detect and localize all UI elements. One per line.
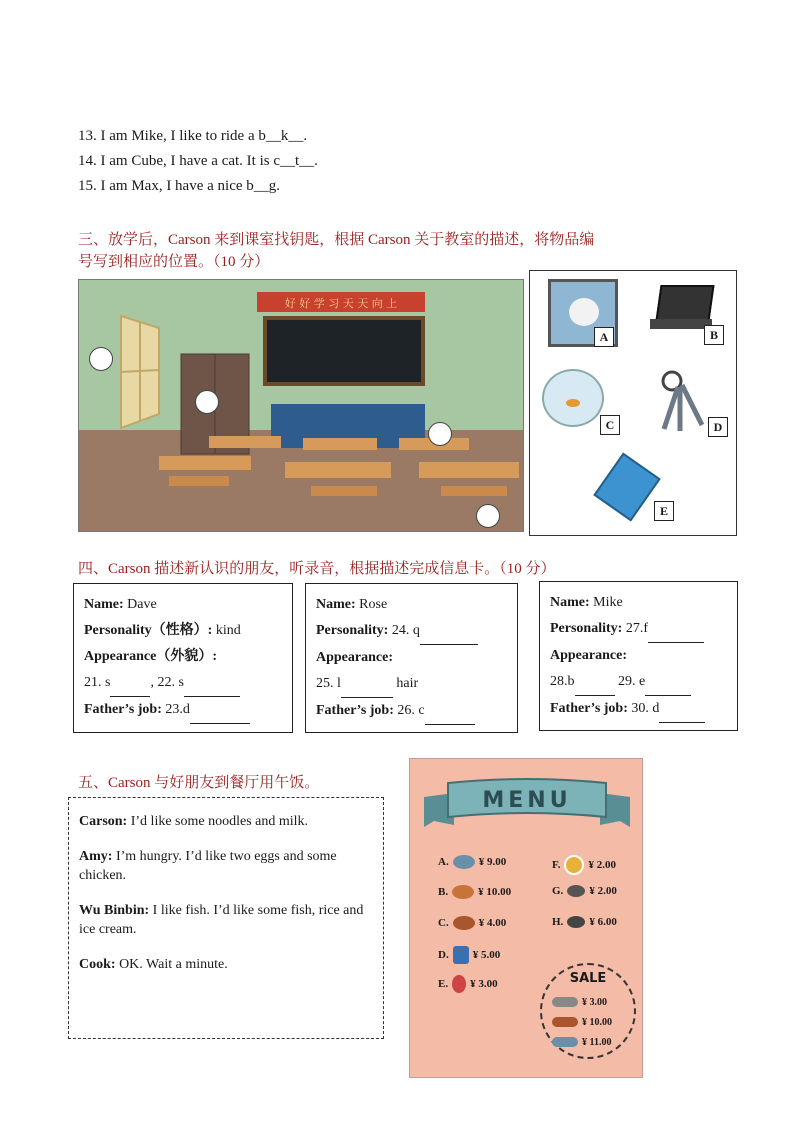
milk-icon xyxy=(453,946,469,964)
item-tag-a: A xyxy=(594,327,614,347)
sale-title: SALE xyxy=(569,971,607,986)
answer-circle-cabinet[interactable] xyxy=(195,390,219,414)
item-tag-d: D xyxy=(708,417,728,437)
appearance-label: Appearance（外貌）: xyxy=(84,649,217,664)
section4-heading: 四、Carson 描述新认识的朋友，听录音，根据描述完成信息卡。（10 分） xyxy=(78,561,556,577)
item-tag-c: C xyxy=(600,415,620,435)
menu-item-e: E. ¥ 3.00 xyxy=(438,975,498,993)
info-card-dave xyxy=(73,583,293,733)
appearance-label: Appearance: xyxy=(316,650,393,665)
keys-icon xyxy=(652,367,712,437)
section3-heading-line1: 三、放学后，Carson 来到课室找钥匙，根据 Carson 关于教室的描述，将物品编 xyxy=(78,232,595,248)
name-value: Dave xyxy=(127,597,157,612)
chicken-icon xyxy=(452,885,474,899)
question-14: 14. I am Cube, I have a cat. It is c__t__. xyxy=(78,153,318,169)
blank-30-label: 30. d xyxy=(631,701,660,716)
item-tag-b: B xyxy=(704,325,724,345)
blank-26-label: 26. c xyxy=(397,703,425,718)
menu-banner-ribbon xyxy=(424,775,630,835)
egg-icon xyxy=(564,855,584,875)
section5-heading: 五、Carson 与好朋友到餐厅用午饭。 xyxy=(78,775,320,791)
blank-28[interactable] xyxy=(575,669,615,696)
answer-circle-teacher-desk[interactable] xyxy=(428,422,452,446)
dialog-box xyxy=(68,797,384,1039)
menu-title: MENU xyxy=(482,788,572,813)
name-value: Mike xyxy=(593,595,623,610)
menu-item-a: A. ¥ 9.00 xyxy=(438,856,507,868)
sale-price-1: ¥ 3.00 xyxy=(582,997,607,1008)
blank-29[interactable] xyxy=(645,669,691,696)
blank-23[interactable] xyxy=(190,697,250,724)
menu-item-c: C. ¥ 4.00 xyxy=(438,917,507,929)
answer-circle-window[interactable] xyxy=(89,347,113,371)
sale-combo-icon-3 xyxy=(552,1037,578,1047)
sale-price-3: ¥ 11.00 xyxy=(582,1037,612,1048)
name-label: Name: xyxy=(84,597,124,612)
blank-27-label: 27.f xyxy=(625,621,648,636)
menu-item-g: G. ¥ 2.00 xyxy=(552,885,617,897)
blank-25[interactable] xyxy=(341,671,393,698)
info-card-rose xyxy=(305,583,518,733)
classroom-picture xyxy=(78,279,524,532)
appearance-label: Appearance: xyxy=(550,648,627,663)
classroom-banner: 好 好 学 习 天 天 向 上 xyxy=(284,297,398,310)
info-card-mike xyxy=(539,581,738,731)
blank-26[interactable] xyxy=(425,698,475,725)
job-label: Father’s job: xyxy=(316,703,394,718)
blank-22[interactable] xyxy=(184,670,240,697)
dialog-line-wu-binbin: Wu Binbin: I like fish. I’d like some fish, rice and ice cream. xyxy=(79,903,364,937)
fish-icon xyxy=(453,855,475,869)
blank-21-label: 21. s xyxy=(84,675,111,690)
dialog-line-amy: Amy: I’m hungry. I’d like two eggs and some chicken. xyxy=(79,849,337,883)
menu-item-d: D. ¥ 5.00 xyxy=(438,946,500,964)
personality-value: kind xyxy=(215,623,241,638)
sale-combo-icon-2 xyxy=(552,1017,578,1027)
name-value: Rose xyxy=(359,597,388,612)
blank-22-label: , 22. s xyxy=(150,675,184,690)
name-label: Name: xyxy=(550,595,590,610)
dialog-line-carson: Carson: I’d like some noodles and milk. xyxy=(79,814,309,829)
hair-label: hair xyxy=(392,676,419,691)
section3-heading-line2: 号写到相应的位置。（10 分） xyxy=(78,254,270,270)
fishbowl-icon xyxy=(542,369,604,427)
sale-price-2: ¥ 10.00 xyxy=(582,1017,612,1028)
question-15: 15. I am Max, I have a nice b__g. xyxy=(78,178,281,194)
blank-28-label: 28.b xyxy=(550,674,575,689)
classroom-illustration xyxy=(79,280,523,531)
dialog-line-cook: Cook: OK. Wait a minute. xyxy=(79,957,228,972)
personality-label: Personality（性格）: xyxy=(84,623,213,638)
blank-27[interactable] xyxy=(648,616,704,643)
menu-item-b: B. ¥ 10.00 xyxy=(438,886,512,898)
rice-icon xyxy=(567,885,585,897)
job-label: Father’s job: xyxy=(84,702,162,717)
blank-21[interactable] xyxy=(110,670,150,697)
personality-label: Personality: xyxy=(316,623,389,638)
question-13: 13. I am Mike, I like to ride a b__k__. xyxy=(78,128,308,144)
notebook-icon xyxy=(598,455,658,509)
blank-29-label: 29. e xyxy=(614,674,646,689)
blank-24-label: 24. q xyxy=(391,623,420,638)
answer-circle-floor[interactable] xyxy=(476,504,500,528)
name-label: Name: xyxy=(316,597,356,612)
blank-23-label: 23.d xyxy=(165,702,190,717)
items-box xyxy=(529,270,737,536)
sale-circle xyxy=(540,963,636,1059)
blank-24[interactable] xyxy=(420,618,478,645)
menu-item-h: H. ¥ 6.00 xyxy=(552,916,617,928)
noodles-icon xyxy=(567,916,585,928)
menu-item-f: F. ¥ 2.00 xyxy=(552,855,616,875)
job-label: Father’s job: xyxy=(550,701,628,716)
ice-cream-icon xyxy=(452,975,466,993)
sale-combo-icon-1 xyxy=(552,997,578,1007)
personality-label: Personality: xyxy=(550,621,623,636)
blank-25-label: 25. l xyxy=(316,676,341,691)
menu-board xyxy=(409,758,643,1078)
blank-30[interactable] xyxy=(659,696,705,723)
item-tag-e: E xyxy=(654,501,674,521)
sausage-icon xyxy=(453,916,475,930)
